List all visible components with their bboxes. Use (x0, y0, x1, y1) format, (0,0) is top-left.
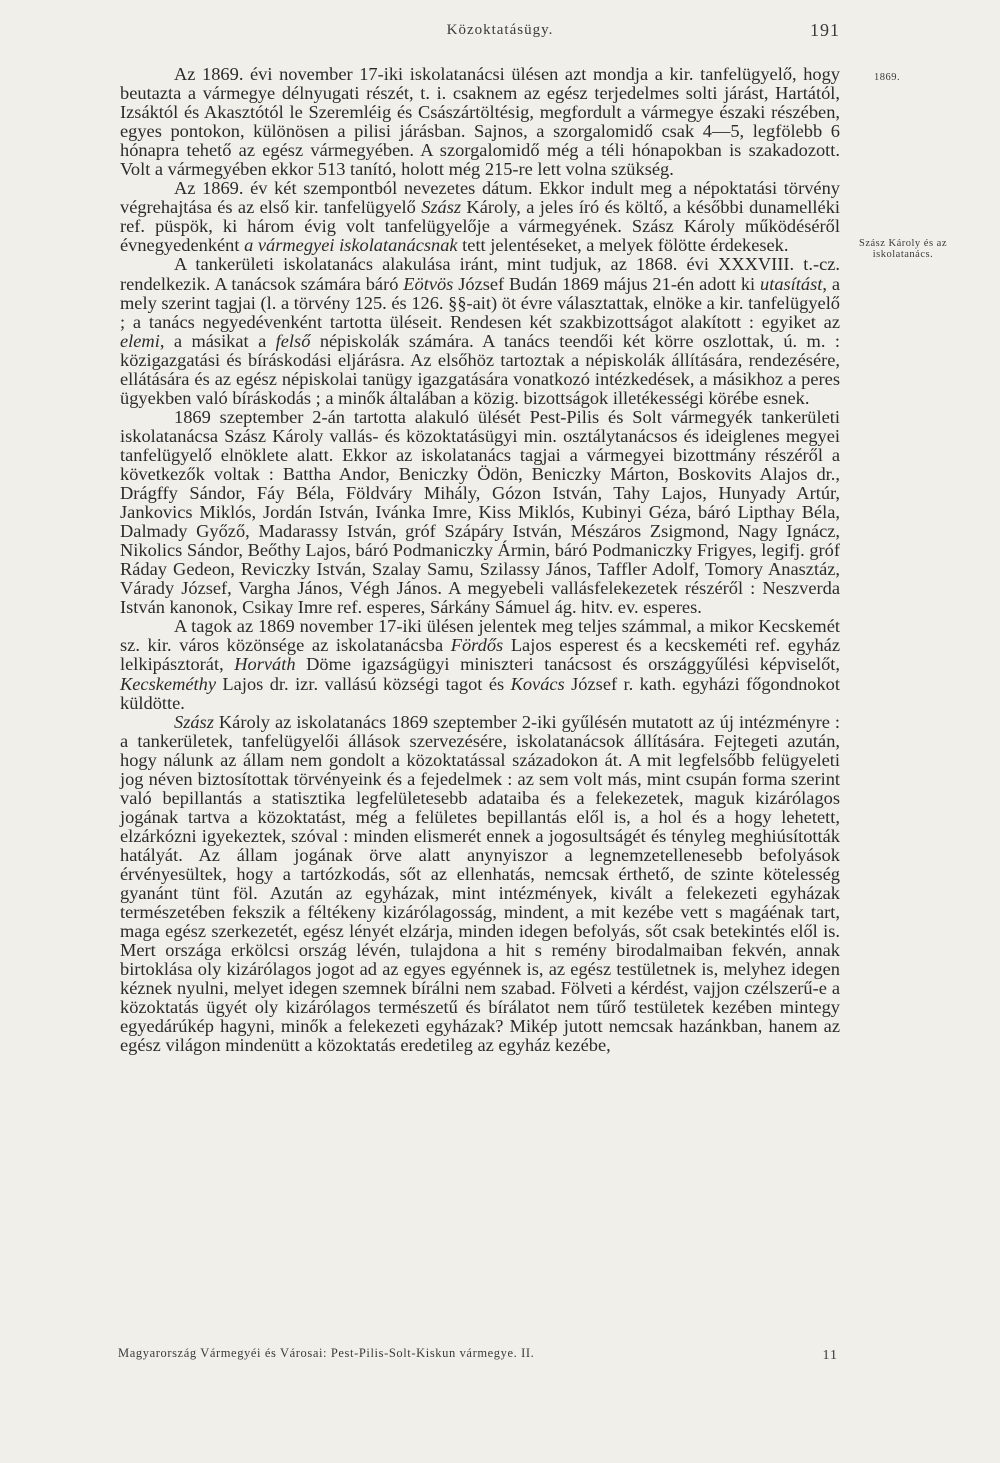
footer-source: Magyarország Vármegyéi és Városai: Pest-Pilis-Solt-Kiskun vármegye. II. (118, 1346, 535, 1360)
paragraph (120, 179, 840, 255)
paragraph (120, 617, 840, 712)
text-run: Döme igazságügyi miniszteri tanácsost és országgyűlési képviselőt, (295, 654, 840, 675)
footer-signature: 11 (822, 1348, 838, 1363)
text-run: Az 1869. évi november 17-iki iskolatanácsi ülésen azt mondja a kir. tanfelügyelő, hogy beutazta a vármegye délnyugati részét, t. i. csaknem az egész terjedelmes solti járást, Hartától, Izsáktól és Akasztótól le Szeremléig és Császártöltésig, megfordult a vármegye északi részében, egyes pontokon, különösen a pilisi járásban. Sajnos, a szorgalomidő csak 4—5, legfölebb 6 hónapra tehető az egész vármegyében. A szorgalomidő még a téli hónapokban is szakadozott. Volt a vármegyében ekkor 513 tanító, holott még 215-re lett volna szükség. (120, 64, 840, 180)
italic-run: felső (275, 330, 311, 351)
text-run: A tagok az 1869 november 17-iki ülésen jelentek meg teljes számmal, a mikor Kecskemét sz. kir. város közönsége az iskolatanácsba (120, 616, 840, 656)
text-run: , a mely szerint tagjai (l. a törvény 125. és 126. §§-ait) öt évre választattak, elnöke a kir. tanfelügyelő ; a tanács negyedévenként tartotta üléseit. Rendesen két szakbizottságot alakított : egyiket az (120, 273, 840, 332)
paragraph (120, 408, 840, 618)
text-run: , a másikat a (159, 330, 276, 351)
italic-run: a vármegyei iskolatanácsnak (244, 235, 458, 256)
text-run: Lajos esperest és a kecskeméti ref. egyház lelkipásztorát, (120, 635, 840, 675)
paragraph (120, 713, 840, 1056)
italic-run: Kecskeméthy (120, 673, 216, 694)
italic-run: Fördős (450, 635, 504, 656)
italic-run: Kovács (510, 673, 565, 694)
running-header-title: Közoktatásügy. (446, 22, 554, 38)
text-run: Károly, a jeles író és költő, a későbbi dunamelléki ref. püspök, ki három évig volt tanfelügyelője a vármegyének. Szász Károly működéséről évnegyedenként (120, 197, 840, 256)
text-run: 1869 szeptember 2-án tartotta alakuló ülését Pest-Pilis és Solt vármegyék tankerületi iskolatanácsa Szász Károly vallás- és közoktatásügyi min. osztálytanácsos és ideiglenes megyei tanfelügyelő elnöklete alatt. Ekkor az iskolatanács tagjai a vármegyei bizottmány részéről a következők voltak : Battha Andor, Beniczky Ödön, Beniczky Márton, Boskovits Alajos dr., Drágffy Sándor, Fáy Béla, Földváry Mihály, Gózon István, Tahy Lajos, Hunyady Artúr, Jankovics Miklós, Jordán István, Ivánka Imre, Kiss Miklós, Kubinyi Géza, báró Lipthay Béla, Dalmady Győző, Madarassy István, gróf Szápáry István, Mészáros Zsigmond, Nagy Ignácz, Nikolics Sándor, Beőthy Lajos, báró Podmaniczky Ármin, báró Podmaniczky Frigyes, legifj. gróf Ráday Gedeon, Reviczky István, Szalay Samu, Szilassy János, Taffler Adolf, Tomory Anasztáz, Várady József, Vargha János, Végh János. A megyebeli vallásfelekezetek részéről : Neszverda István kanonok, Csikay Imre ref. esperes, Sárkány Sámuel ág. hitv. ev. esperes. (120, 406, 840, 618)
text-run: tett jelentéseket, a melyek fölötte érdekesek. (457, 235, 789, 256)
text-run: József Budán 1869 május 21-én adott ki (453, 273, 761, 294)
text-run: Lajos dr. izr. vallású községi tagot és (216, 673, 511, 694)
italic-run: Szász (421, 197, 462, 218)
italic-run: utasítást (760, 273, 823, 294)
body-text (120, 65, 840, 1055)
page-number: 191 (810, 20, 840, 40)
text-run: József r. kath. egyházi főgondnokot küldötte. (120, 673, 840, 713)
text-run: Károly az iskolatanács 1869 szeptember 2-iki gyűlésén mutatott az új intézményre : a tankerületek, tanfelügyelői állások szervezésére, iskolatanácsok állítására. Fejtegeti azután, hogy nálunk az állam nem gondolt a közoktatással századokon át. A mit legfelsőbb felügyeleti jog néven biztosítottak törvényeink és a fejedelmek : az sem volt más, mint csupán forma szerint való bepillantás a statisztika legfelületesebb adataiba és a felekezetek, maguk kizárólagos jogának tartva a közoktatást, még a felületes bepillantás elől is, a hol és a hogy lehetett, elzárkózni igyekeztek, szóval : minden elismerét ennek a jogosultságét és tényleg meghiúsították hatályát. Az állam jogának örve alatt anynyiszor a legnemzetellenesebb befolyások érvényesültek, hogy a tartózkodás, sőt az ellenhatás, nemcsak érthető, de szinte kötelesség gyanánt tünt föl. Azután az egyházak, mint intézmények, kivált a felekezeti egyházak természetében fekszik a féltékeny kizárólagosság, mindent, a mit kezébe vett s magáénak tart, maga egész szerkezetét, egész lényét elzárja, minden idegen befolyás, sőt csak betekintés elől is. Mert országa erkölcsi ország lévén, tulajdona a hit s remény birodalmaiban fekvén, annak birtoklása oly kizárólagos jogot ad az egyes egyénnek is, az egész testületnek is, melyhez idegen kéznek nyulni, melyet idegen szemnek bírálni nem szabad. Fölveti a kérdést, vajjon czélszerű-e a közoktatás ügyét oly kizárólagos természetű és bírálatot nem tűrő testületek kezében mintegy egyedárúkép hagyni, minők a felekezeti egyházak? Mikép jutott nemcsak hazánkban, hanem az egész világon mindenütt a közoktatás eredetileg az egyház kezébe, (120, 711, 840, 1056)
italic-run: Eötvös (403, 273, 454, 294)
italic-run: Horváth (234, 654, 296, 675)
italic-run: elemi (120, 330, 160, 351)
text-run: A tankerületi iskolatanács alakulása iránt, mint tudjuk, az 1868. évi XXXVIII. t.-cz. rendelkezik. A tanácsok számára báró (120, 254, 840, 294)
italic-run: Szász (174, 711, 214, 732)
paragraph (120, 65, 840, 179)
text-run: Az 1869. év két szempontból nevezetes dátum. Ekkor indult meg a népoktatási törvény végrehajtása és az első kir. tanfelügyelő (120, 178, 840, 218)
margin-note-year: 1869. (873, 72, 901, 83)
margin-note-szasz: Szász Károly és az iskolatanács. (858, 238, 947, 260)
text-run: népiskolák számára. A tanács teendői két körre oszlottak, ú. m. : közigazgatási és bíráskodási eljárásra. Az elsőhöz tartoztak a népiskolák állítására, rendezésére, ellátására és az egész népiskolai tanügy igazgatására vonatkozó intézkedések, a másikhoz a peres ügyekben való bíráskodás ; a minők általában a közig. bizottságok illetékességi körébe esnek. (120, 330, 840, 408)
paragraph (120, 255, 840, 407)
